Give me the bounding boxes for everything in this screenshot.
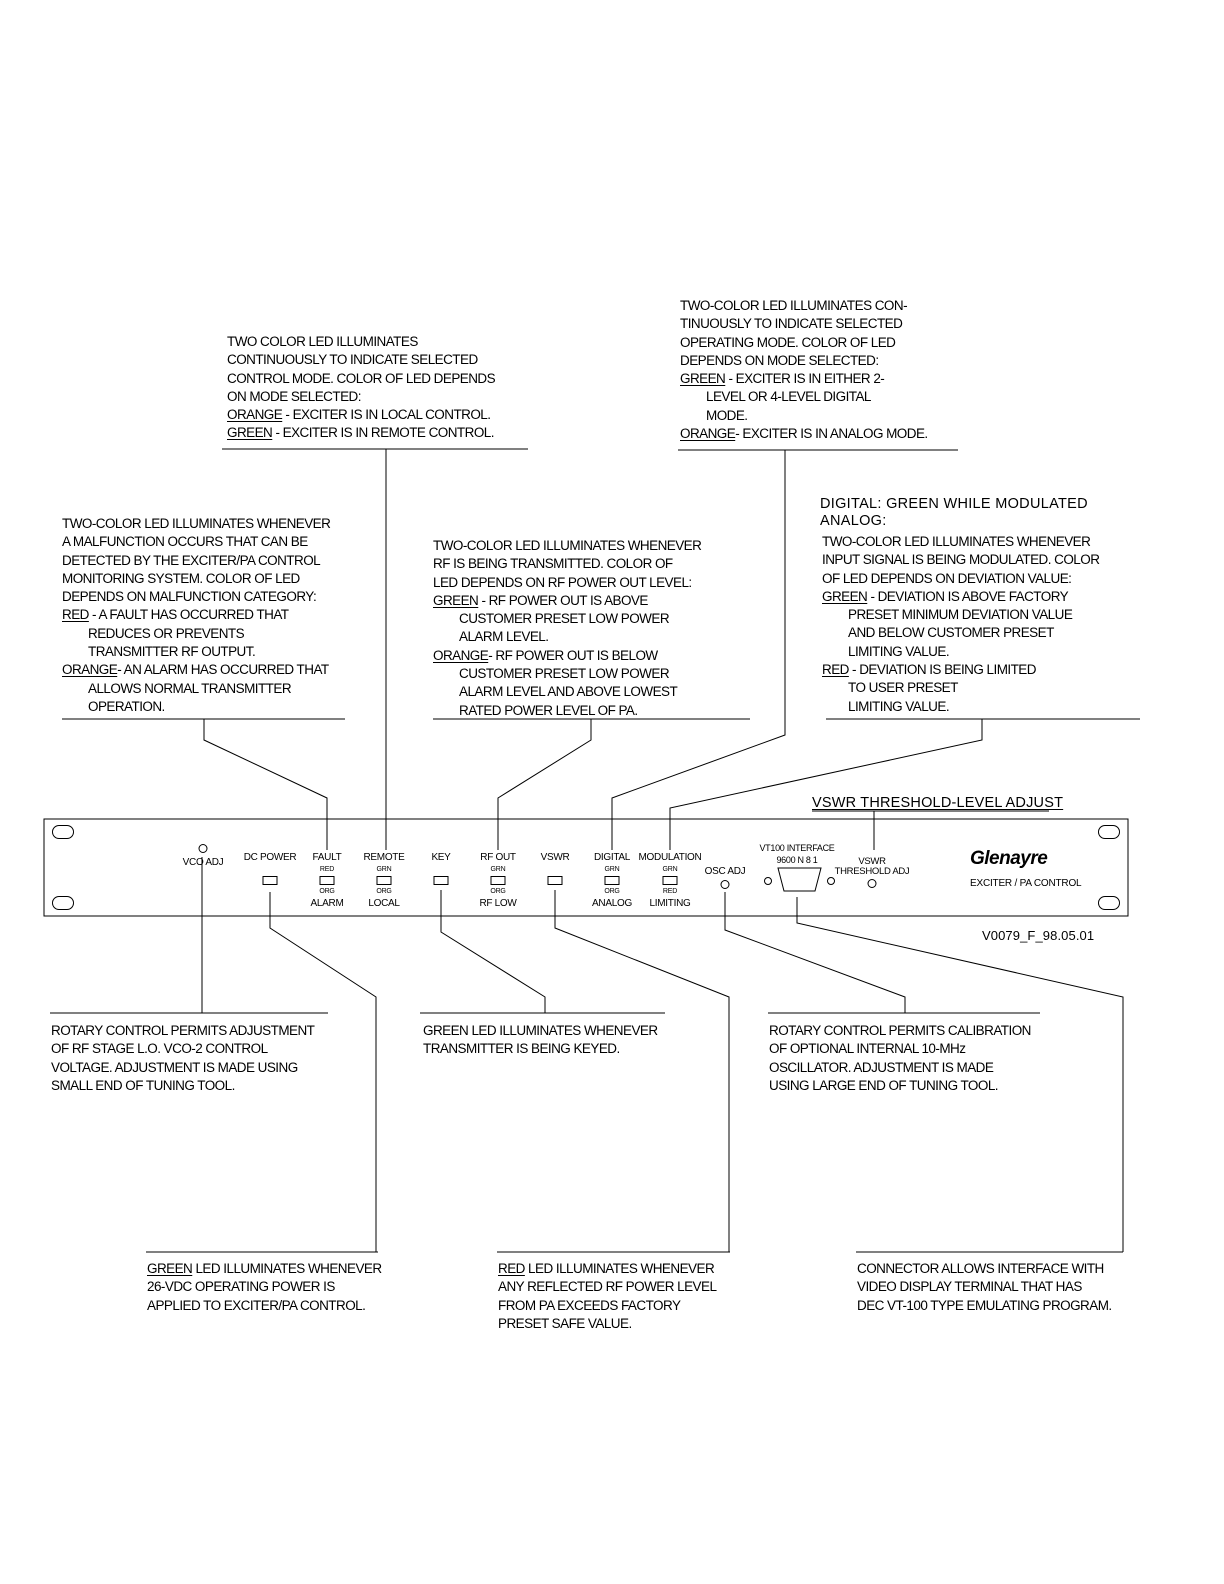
callout-digital-analog [680, 297, 928, 443]
digital-led [605, 876, 620, 885]
callout-line: LIMITING VALUE. [848, 643, 950, 659]
callout-line: OF LED DEPENDS ON DEVIATION VALUE: [822, 570, 1072, 586]
callout-line: OPERATING MODE. COLOR OF LED [680, 334, 896, 350]
callout-vswr [498, 1260, 716, 1333]
local-label: LOCAL [368, 898, 400, 909]
callout-line: - AN ALARM HAS OCCURRED THAT [117, 662, 329, 678]
red-key: RED [498, 1261, 525, 1276]
callout-line: ALARM LEVEL AND ABOVE LOWEST [459, 684, 678, 700]
callout-line: PRESET SAFE VALUE. [498, 1315, 632, 1331]
db9-connector [778, 868, 821, 891]
vswr-led [548, 876, 563, 885]
fault-led [320, 876, 335, 885]
remote-label: REMOTE [363, 852, 405, 863]
vswr-adj-label-2: THRESHOLD ADJ [834, 866, 910, 877]
callout-line: OF OPTIONAL INTERNAL 10-MHz [769, 1041, 966, 1057]
callout-line: VIDEO DISPLAY TERMINAL THAT HAS [857, 1279, 1082, 1295]
digital-color-bottom: ORG [604, 888, 620, 895]
callout-vt100 [857, 1260, 1112, 1315]
callout-line: GREEN LED ILLUMINATES WHENEVER [423, 1023, 658, 1038]
vswr-leader [555, 890, 729, 1252]
callout-line: ALLOWS NORMAL TRANSMITTER [88, 680, 292, 696]
vswr-threshold-knob[interactable] [868, 879, 877, 888]
product-name: EXCITER / PA CONTROL [970, 878, 1082, 889]
fault-color-bottom: ORG [319, 888, 335, 895]
callout-line: ON MODE SELECTED: [227, 388, 361, 404]
analog-label: ANALOG [592, 898, 632, 909]
digital-color-top: GRN [604, 866, 620, 873]
callout-osc-adj [769, 1022, 1031, 1095]
callout-line: RATED POWER LEVEL OF PA. [459, 702, 638, 718]
callout-line: AND BELOW CUSTOMER PRESET [848, 625, 1054, 641]
vswr-threshold-title: VSWR THRESHOLD-LEVEL ADJUST [812, 795, 1064, 811]
callout-line: ROTARY CONTROL PERMITS ADJUSTMENT [51, 1023, 315, 1038]
callout-line: A MALFUNCTION OCCURS THAT CAN BE [62, 534, 308, 550]
remote-led [377, 876, 392, 885]
callout-rf-out [433, 537, 701, 720]
remote-color-bottom: ORG [376, 888, 392, 895]
vco-adj-knob[interactable] [199, 844, 208, 853]
callout-line: 26-VDC OPERATING POWER IS [147, 1279, 335, 1295]
callout-line: TRANSMITTER IS BEING KEYED. [423, 1041, 620, 1057]
green-key: GREEN [680, 371, 726, 387]
callout-line: LED DEPENDS ON RF POWER OUT LEVEL: [433, 574, 692, 590]
callout-line: TWO-COLOR LED ILLUMINATES WHENEVER [822, 534, 1091, 549]
dc-power-label: DC POWER [243, 852, 297, 863]
callout-fault-alarm [62, 515, 330, 716]
callout-line: INPUT SIGNAL IS BEING MODULATED. COLOR [822, 552, 1100, 568]
remote-color-top: GRN [376, 866, 392, 873]
callout-line: - RF POWER OUT IS ABOVE [478, 592, 648, 608]
callout-line: OPERATION. [88, 698, 165, 714]
callout-dc-power [147, 1260, 382, 1315]
callout-line: PRESET MINIMUM DEVIATION VALUE [848, 607, 1073, 623]
callout-line: USING LARGE END OF TUNING TOOL. [769, 1077, 998, 1093]
callout-line: CUSTOMER PRESET LOW POWER [459, 611, 670, 627]
digital-label: DIGITAL [593, 852, 631, 863]
key-label: KEY [431, 852, 451, 863]
callout-line: - EXCITER IS IN ANALOG MODE. [735, 426, 928, 442]
rf-low-label: RF LOW [479, 898, 517, 909]
rf-out-color-top: GRN [490, 866, 506, 873]
callout-modulation-header [820, 496, 1088, 530]
green-key: GREEN [822, 588, 868, 604]
callout-line: - DEVIATION IS ABOVE FACTORY [867, 588, 1069, 604]
green-key: GREEN [433, 592, 479, 608]
rack-slot-top-left [52, 825, 74, 839]
callout-line: TWO COLOR LED ILLUMINATES [227, 334, 418, 349]
callout-line: DIGITAL: GREEN WHILE MODULATED [820, 496, 1088, 512]
callout-line: LED ILLUMINATES WHENEVER [524, 1261, 715, 1276]
callout-remote-local [227, 333, 495, 443]
callout-line: ANALOG: [820, 513, 887, 529]
callout-line: FROM PA EXCEEDS FACTORY [498, 1297, 681, 1313]
callout-line: TWO-COLOR LED ILLUMINATES CON- [680, 298, 908, 313]
figure-id: V0079_F_98.05.01 [982, 928, 1095, 943]
callout-line: - RF POWER OUT IS BELOW [488, 647, 658, 663]
callout-line: TRANSMITTER RF OUTPUT. [88, 644, 256, 660]
callout-line: CONNECTOR ALLOWS INTERFACE WITH [857, 1261, 1104, 1276]
vswr-adj-label-1: VSWR [858, 856, 886, 867]
fault-label: FAULT [312, 852, 342, 863]
rack-slot-bottom-right [1098, 896, 1120, 910]
osc-leader [725, 892, 905, 1013]
osc-adj-knob[interactable] [721, 880, 730, 889]
callout-line: OF RF STAGE L.O. VCO-2 CONTROL [51, 1041, 268, 1057]
orange-key: ORANGE [433, 647, 489, 663]
red-key: RED [62, 607, 89, 623]
rf-out-color-bottom: ORG [490, 888, 506, 895]
orange-key: ORANGE [227, 407, 283, 423]
callout-line: TINUOUSLY TO INDICATE SELECTED [680, 316, 903, 332]
db9-screw-left [765, 878, 772, 885]
alarm-label: ALARM [310, 898, 344, 909]
callout-line: MONITORING SYSTEM. COLOR OF LED [62, 570, 300, 586]
callout-line: LEVEL OR 4-LEVEL DIGITAL [706, 389, 871, 405]
vco-adj-label: VCO ADJ [182, 857, 224, 868]
vt100-settings: 9600 N 8 1 [776, 855, 818, 865]
green-key: GREEN [147, 1261, 193, 1276]
red-key: RED [822, 662, 849, 678]
callout-line: CUSTOMER PRESET LOW POWER [459, 666, 670, 682]
green-key: GREEN [227, 425, 273, 441]
callout-line: - A FAULT HAS OCCURRED THAT [88, 607, 289, 623]
rfout-leader [498, 719, 591, 850]
callout-line: - EXCITER IS IN LOCAL CONTROL. [282, 407, 491, 423]
callout-line: DEPENDS ON MODE SELECTED: [680, 352, 879, 368]
modulation-color-bottom: RED [662, 888, 678, 895]
callout-line: REDUCES OR PREVENTS [88, 625, 245, 641]
vswr-label: VSWR [540, 852, 570, 863]
callout-line: LIMITING VALUE. [848, 698, 950, 714]
modulation-color-top: GRN [662, 866, 678, 873]
orange-key: ORANGE [680, 426, 736, 442]
callout-line: APPLIED TO EXCITER/PA CONTROL. [147, 1297, 366, 1313]
callout-line: MODE. [706, 407, 748, 423]
callout-line: TWO-COLOR LED ILLUMINATES WHENEVER [433, 538, 702, 553]
modulation-led [663, 876, 678, 885]
callout-line: VOLTAGE. ADJUSTMENT IS MADE USING [51, 1059, 298, 1075]
callout-line: DETECTED BY THE EXCITER/PA CONTROL [62, 552, 321, 568]
limiting-label: LIMITING [649, 898, 691, 909]
callout-line: TWO-COLOR LED ILLUMINATES WHENEVER [62, 516, 331, 531]
modulation-leader [670, 719, 982, 850]
callout-line: OSCILLATOR. ADJUSTMENT IS MADE [769, 1059, 994, 1075]
osc-adj-label: OSC ADJ [704, 866, 746, 877]
callout-line: DEPENDS ON MALFUNCTION CATEGORY: [62, 589, 317, 605]
db9-screw-right [828, 878, 835, 885]
callout-line: DEC VT-100 TYPE EMULATING PROGRAM. [857, 1297, 1112, 1313]
callout-modulation [822, 533, 1099, 716]
modulation-label: MODULATION [638, 852, 702, 863]
vt100-label: VT100 INTERFACE [759, 843, 835, 853]
callout-vco-adj [51, 1022, 314, 1095]
callout-key [423, 1022, 658, 1059]
rf-out-led [491, 876, 506, 885]
callout-line: - EXCITER IS IN REMOTE CONTROL. [272, 425, 494, 441]
callout-line: ALARM LEVEL. [459, 629, 549, 645]
dc-power-led [263, 876, 278, 885]
brand-logo: Glenayre [970, 848, 1048, 869]
callout-line: ROTARY CONTROL PERMITS CALIBRATION [769, 1023, 1031, 1038]
callout-line: SMALL END OF TUNING TOOL. [51, 1077, 235, 1093]
rack-slot-bottom-left [52, 896, 74, 910]
rack-slot-top-right [1098, 825, 1120, 839]
key-led [434, 876, 449, 885]
callout-line: CONTROL MODE. COLOR OF LED DEPENDS [227, 370, 496, 386]
callout-line: - EXCITER IS IN EITHER 2- [725, 371, 885, 387]
callout-line: RF IS BEING TRANSMITTED. COLOR OF [433, 556, 673, 572]
callout-line: LED ILLUMINATES WHENEVER [192, 1261, 382, 1276]
orange-key: ORANGE [62, 662, 118, 678]
rf-out-label: RF OUT [480, 852, 516, 863]
callout-line: CONTINUOUSLY TO INDICATE SELECTED [227, 352, 478, 368]
callout-line: TO USER PRESET [848, 680, 958, 696]
fault-color-top: RED [319, 866, 335, 873]
callout-line: ANY REFLECTED RF POWER LEVEL [498, 1279, 717, 1295]
callout-line: - DEVIATION IS BEING LIMITED [848, 662, 1036, 678]
fault-leader [204, 719, 327, 850]
